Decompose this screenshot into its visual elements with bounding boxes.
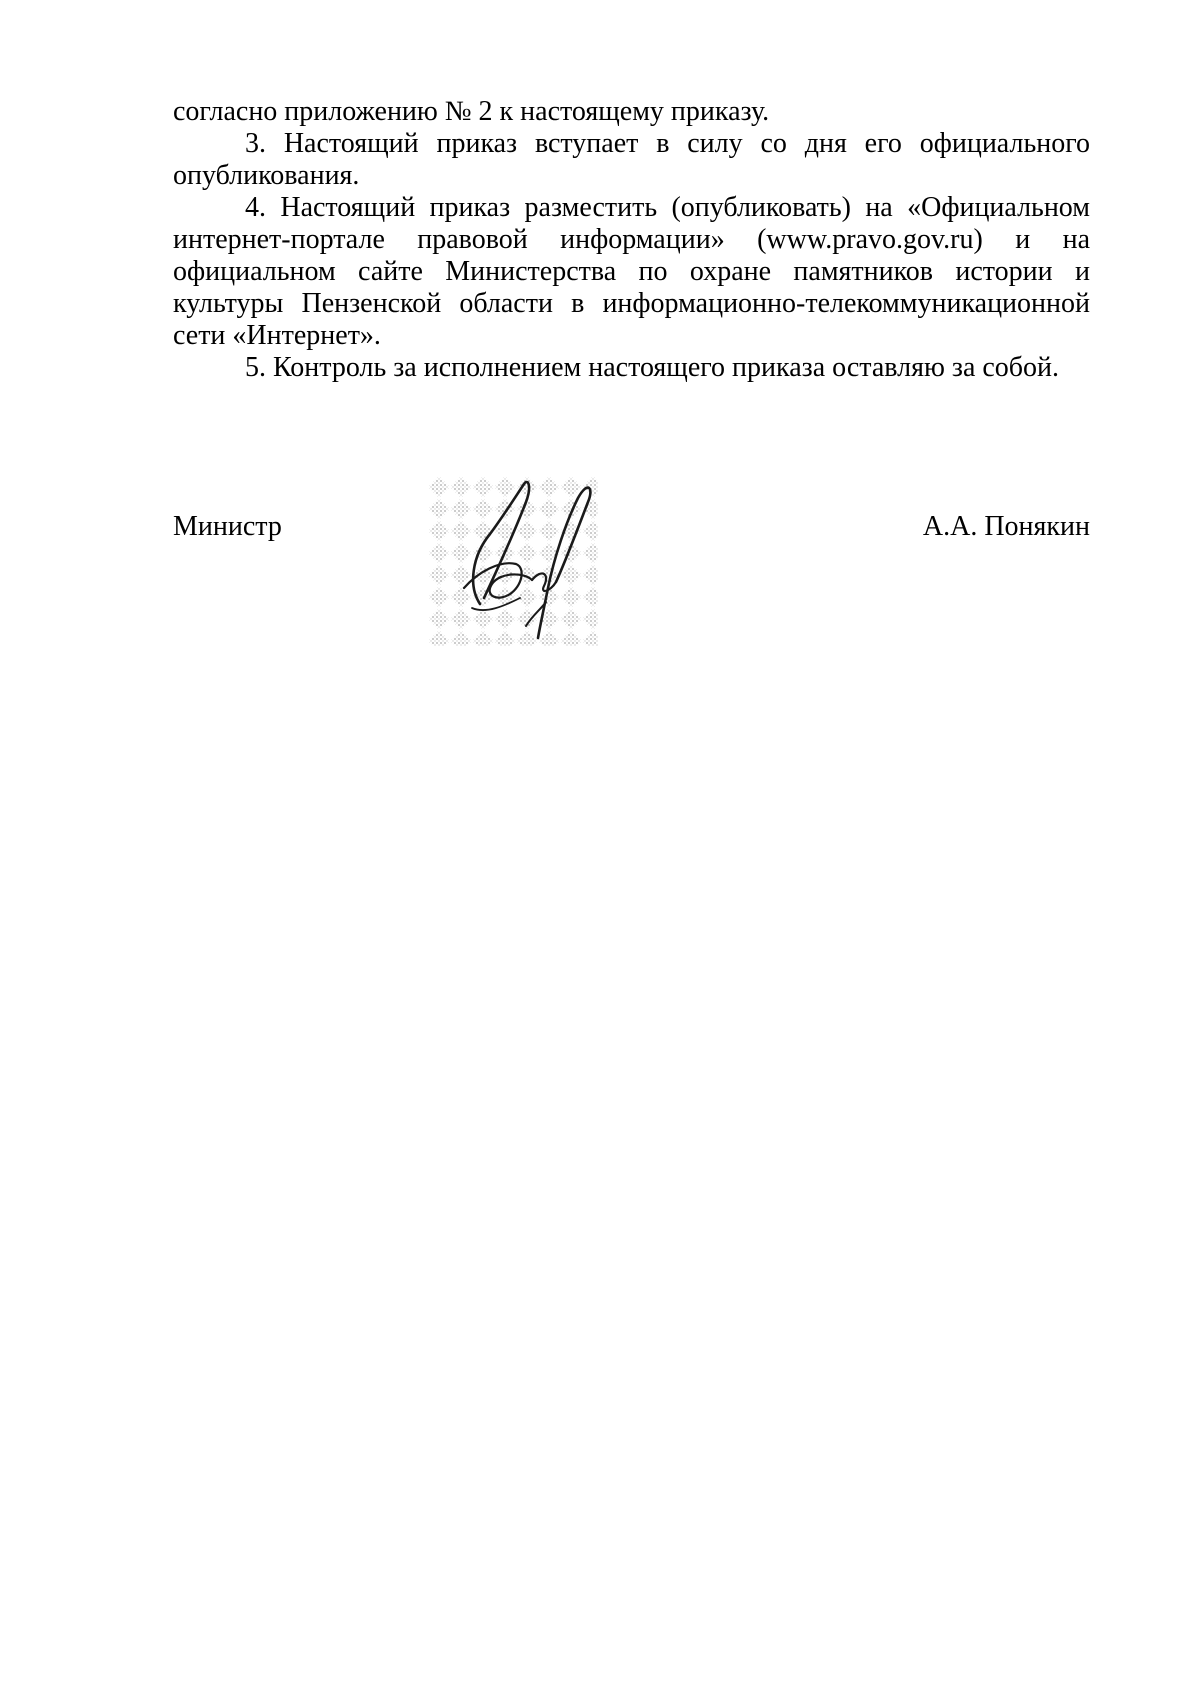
paragraph-item-4: 4. Настоящий приказ разместить (опубликовать) на «Официальном интернет-портале правовой информации» (www.pravo.gov.ru) и на официальном сайте Министерства по охране памятников истории и культуры Пензенской области в информационно-телекоммуникационной сети «Интернет». (173, 192, 1090, 351)
document-body (173, 96, 1090, 384)
handwritten-signature-image (428, 476, 598, 646)
paragraph-continuation: согласно приложению № 2 к настоящему приказу. (173, 96, 770, 127)
signatory-name: А.А. Понякин (922, 511, 1090, 542)
signatory-title: Министр (173, 511, 282, 542)
signature-block (173, 476, 1090, 676)
paragraph-item-5: 5. Контроль за исполнением настоящего приказа оставляю за собой. (245, 352, 1060, 383)
paragraph-item-3: 3. Настоящий приказ вступает в силу со дня его официального опубликования. (173, 128, 1090, 191)
